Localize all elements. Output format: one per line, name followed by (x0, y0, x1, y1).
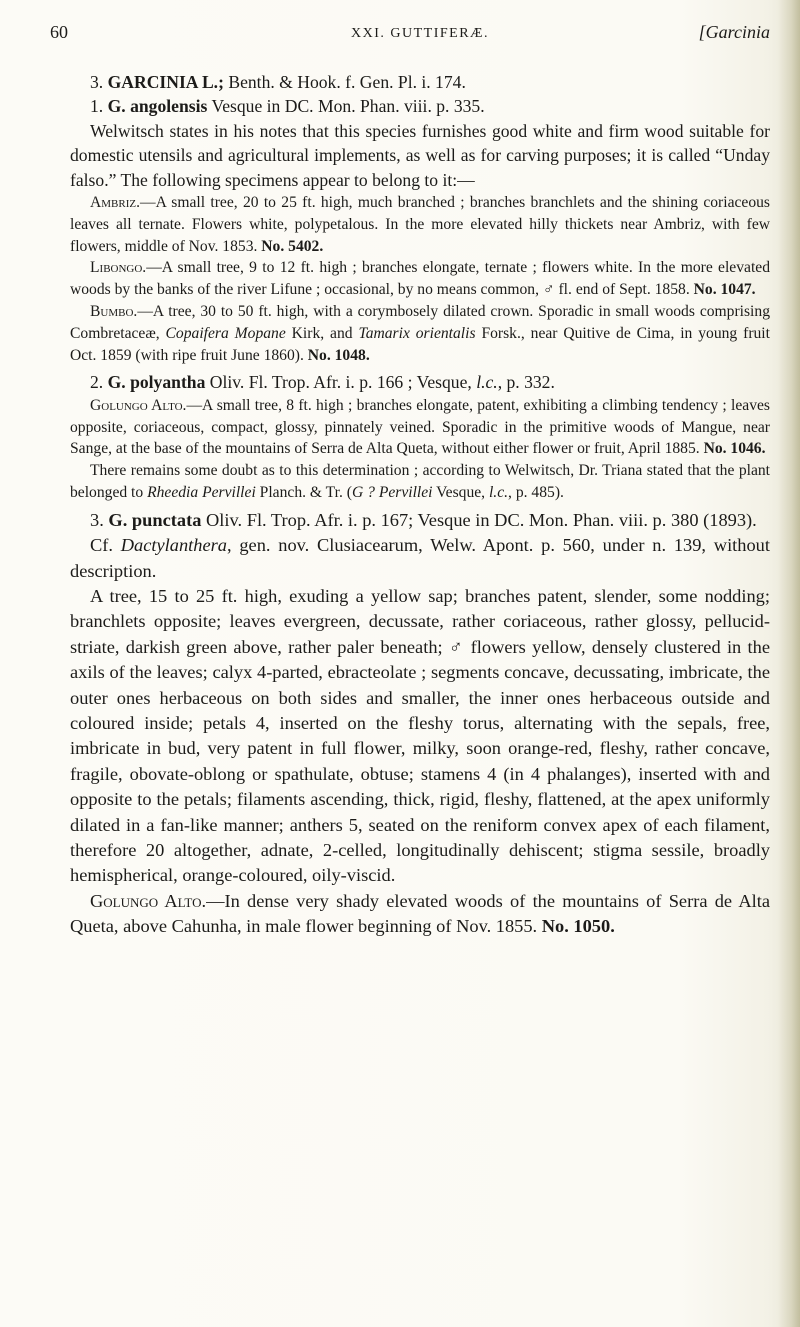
species-3-block (70, 508, 770, 940)
species-3-description: A tree, 15 to 25 ft. high, exuding a yellow sap; branches patent, slender, some nodding; branchlets opposite; leaves evergreen, decussate, rather coriaceous, rather glossy, pellucid-striate, darkish green above, rather paler beneath; ♂ flowers yellow, densely clustered in the axils of the leaves; calyx 4-parted, ebracteolate ; segments concave, decussating, imbricate, the outer ones herbaceous on both sides and smaller, the inner ones herbaceous outside and coloured inside; petals 4, inserted on the fleshy torus, alternating with the sepals, free, imbricate in bud, very patent in full flower, milky, soon orange-red, fleshy, rather concave, fragile, obovate-oblong or spathulate, obtuse; stamens 4 (in 4 phalanges), inserted with and opposite to the petals; filaments ascending, thick, rigid, fleshy, flattened, at the apex uniformly dilated in a fan-like manner; anthers 5, seated on the reniform convex apex of each filament, therefore 20 altogether, adnate, 2-celled, longitudinally dehiscent; stigma sessile, broadly hemispherical, orange-coloured, oily-viscid. (70, 586, 770, 886)
species-1-specimen-libongo: Libongo.—A small tree, 9 to 12 ft. high ; branches elongate, ternate ; flowers white. In the more elevated woods by the banks of the river Lifune ; occasional, by no means common, ♂ fl. end of Sept. 1858. No. 1047. (70, 259, 770, 299)
species-3-cf: Cf. Dactylanthera, gen. nov. Clusiacearum, Welw. Apont. p. 560, under n. 139, without description. (70, 535, 770, 581)
family-heading: XXI. GUTTIFERÆ. (351, 26, 489, 41)
species-1-specimen-bumbo: Bumbo.—A tree, 30 to 50 ft. high, with a corymbosely dilated crown. Sporadic in small woods comprising Combretaceæ, Copaifera Mopane Kirk, and Tamarix orientalis Forsk., near Quitive de Cima, in young fruit Oct. 1859 (with ripe fruit June 1860). No. 1048. (70, 303, 770, 364)
species-2-specimen-golungo: Golungo Alto.—A small tree, 8 ft. high ; branches elongate, patent, exhibiting a climbing tendency ; leaves opposite, coriaceous, compact, glossy, pinnately veined. Sporadic in the primitive woods of Mangue, near Sange, at the base of the mountains of Serra de Alta Queta, without either flower or fruit, April 1885. No. 1046. (70, 396, 770, 458)
species-2-determination-note: There remains some doubt as to this determination ; according to Welwitsch, Dr. Triana stated that the plant belonged to Rheedia Pervillei Planch. & Tr. (G ? Pervillei Vesque, l.c., p. 485). (70, 462, 770, 501)
species-2-heading: 2. G. polyantha Oliv. Fl. Trop. Afr. i. p. 166 ; Vesque, l.c., p. 332. (90, 372, 555, 393)
page-number: 60 (50, 22, 68, 42)
species-1-heading: 1. G. angolensis Vesque in DC. Mon. Phan. viii. p. 335. (90, 96, 485, 117)
page-edge-shadow (778, 0, 800, 1327)
running-head (50, 20, 770, 50)
species-1-note: Welwitsch states in his notes that this species furnishes good white and firm wood suitable for domestic utensils and agricultural implements, as well as for carving purposes; it is called “Unday falso.” The following specimens appear to belong to it:— (70, 120, 770, 190)
page-content (50, 20, 770, 940)
species-1-specimen-ambriz: Ambriz.—A small tree, 20 to 25 ft. high, much branched ; branches branchlets and the shining coriaceous leaves all ternate. Flowers white, polypetalous. In the more elevated hilly thickets near Ambriz, with few flowers, middle of Nov. 1853. No. 5402. (70, 194, 770, 255)
species-3-heading: 3. G. punctata Oliv. Fl. Trop. Afr. i. p. 167; Vesque in DC. Mon. Phan. viii. p. 380 (1893). (90, 509, 757, 530)
species-3-specimen-golungo: Golungo Alto.—In dense very shady elevated woods of the mountains of Serra de Alta Queta, above Cahunha, in male flower beginning of Nov. 1855. No. 1050. (70, 890, 770, 937)
genus-heading: [Garcinia (698, 22, 770, 42)
genus-entry: 3. GARCINIA L.; Benth. & Hook. f. Gen. Pl. i. 174. (90, 72, 466, 92)
